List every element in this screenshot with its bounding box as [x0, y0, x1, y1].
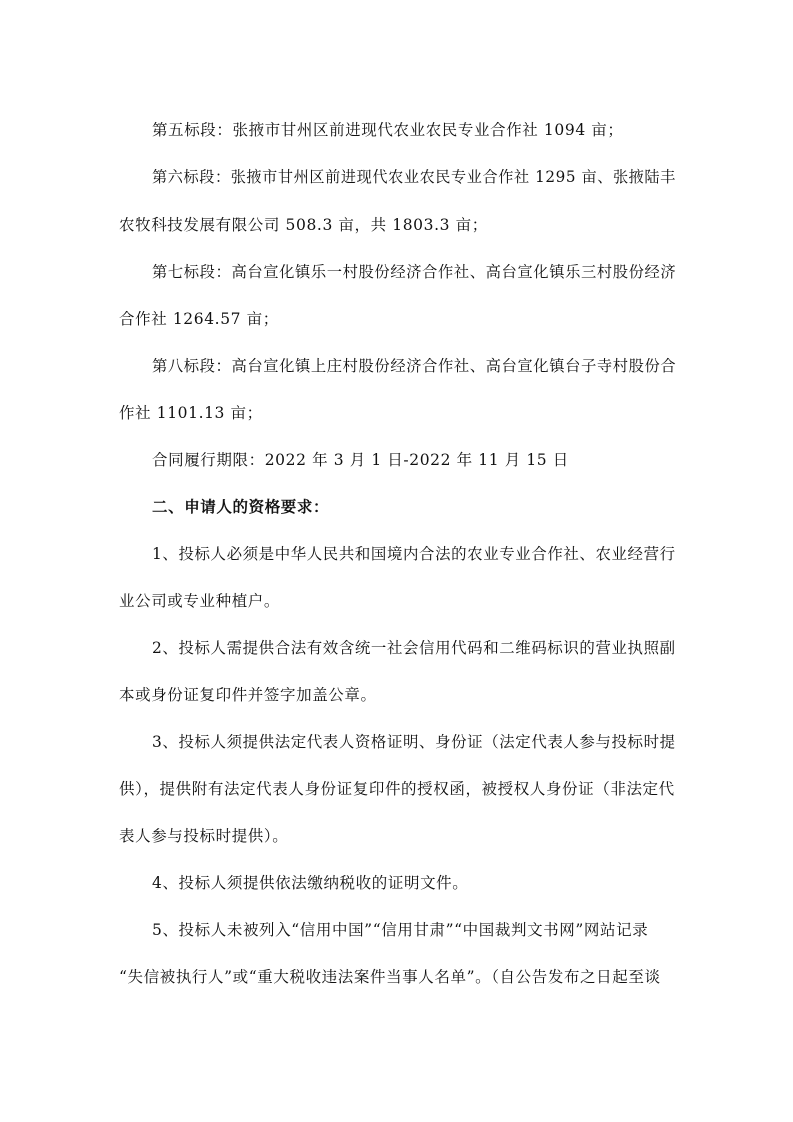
requirement-4: 4、投标人须提供依法缴纳税收的证明文件。	[152, 874, 469, 892]
requirement-3-line-1: 3、投标人须提供法定代表人资格证明、身份证（法定代表人参与投标时提	[152, 733, 676, 751]
requirement-1-line-2: 业公司或专业种植户。	[119, 592, 281, 610]
paragraph-lot-8-line-2: 作社 1101.13 亩；	[119, 404, 263, 422]
paragraph-lot-8-line-1: 第八标段：高台宣化镇上庄村股份经济合作社、高台宣化镇台子寺村股份合	[152, 357, 677, 375]
requirement-2-line-2: 本或身份证复印件并签字加盖公章。	[119, 686, 377, 704]
requirement-5-line-2: “失信被执行人”或“重大税收违法案件当事人名单”。（自公告发布之日起至谈	[119, 968, 661, 986]
requirement-3-line-3: 表人参与投标时提供）。	[119, 827, 289, 845]
paragraph-lot-7-line-1: 第七标段：高台宣化镇乐一村股份经济合作社、高台宣化镇乐三村股份经济	[152, 263, 677, 281]
paragraph-lot-5: 第五标段：张掖市甘州区前进现代农业农民专业合作社 1094 亩；	[152, 121, 624, 139]
requirement-2-line-1: 2、投标人需提供合法有效含统一社会信用代码和二维码标识的营业执照副	[152, 639, 676, 657]
requirement-5-line-1: 5、投标人未被列入“信用中国”“信用甘肃”“中国裁判文书网”网站记录	[152, 921, 649, 939]
section-heading: 二、申请人的资格要求：	[152, 498, 330, 516]
paragraph-lot-6-line-1: 第六标段：张掖市甘州区前进现代农业农民专业合作社 1295 亩、张掖陆丰	[152, 168, 676, 186]
paragraph-lot-6-line-2: 农牧科技发展有限公司 508.3 亩，共 1803.3 亩；	[119, 216, 488, 234]
requirement-3-line-2: 供），提供附有法定代表人身份证复印件的授权函，被授权人身份证（非法定代	[119, 780, 675, 798]
contract-period: 合同履行期限：2022 年 3 月 1 日-2022 年 11 月 15 日	[152, 451, 569, 469]
paragraph-lot-7-line-2: 合作社 1264.57 亩；	[119, 310, 279, 328]
requirement-1-line-1: 1、投标人必须是中华人民共和国境内合法的农业专业合作社、农业经营行	[152, 545, 676, 563]
